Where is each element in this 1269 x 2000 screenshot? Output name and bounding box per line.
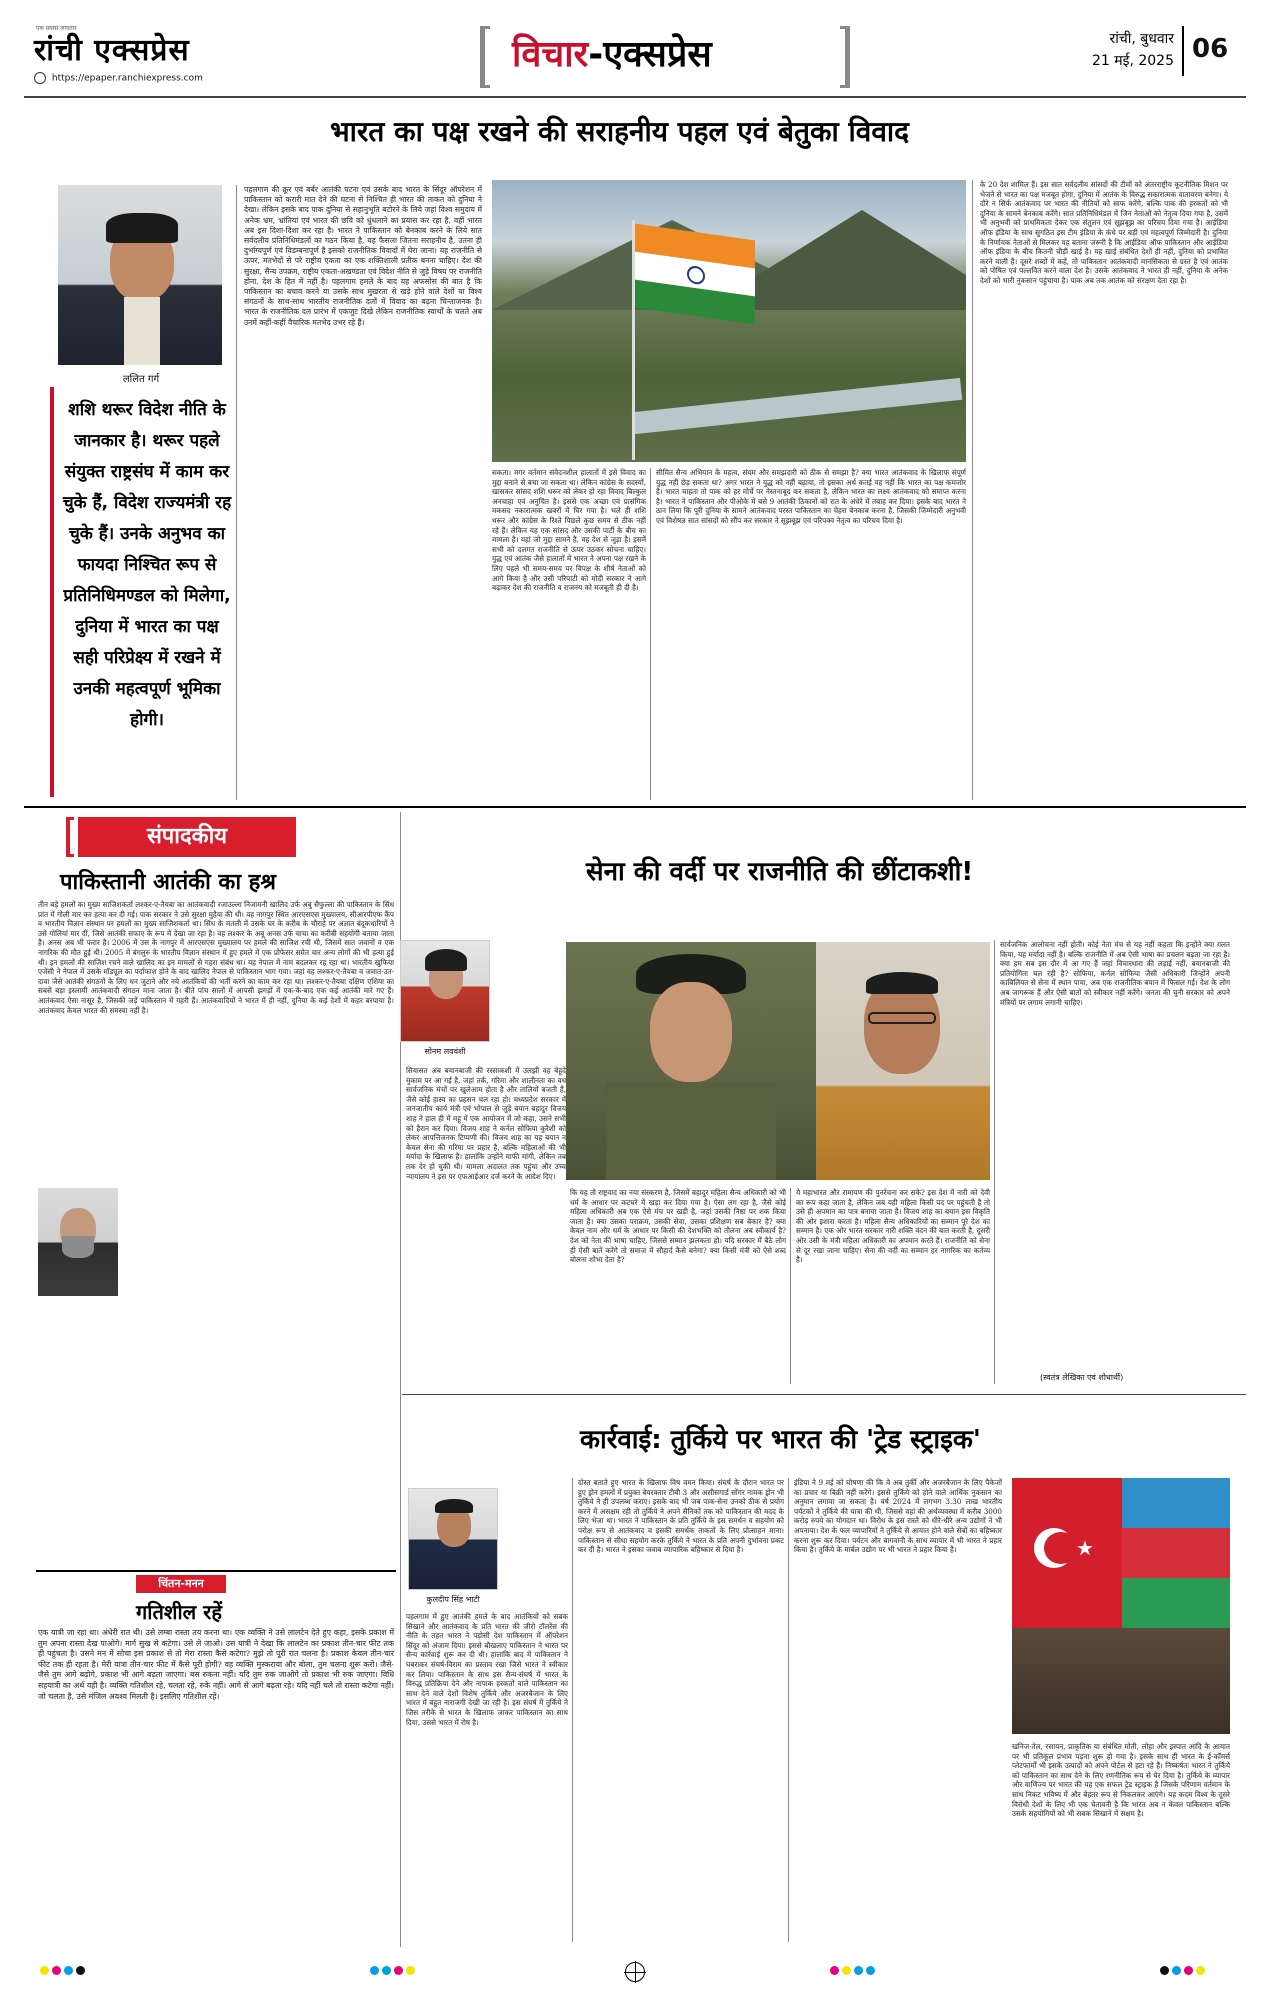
lead-divider-2 — [650, 468, 651, 800]
city-day: रांची, बुधवार — [1109, 31, 1174, 47]
turkey-divider-1 — [572, 1478, 573, 1942]
editorial-body: तीन बड़े हमलों का मुख्य साजिशकर्ता लश्कर-ए-तैयबा का आतंकवादी रजाउल्ला निजामनी खालिद उर्फ अबु सैफुल्ला की पाकिस्तान के सिंध प्रांत में गोली मार कर हत्या कर दी गई। पाक सरकार ने उसे सुरक्षा मुहैया की थी। वह नागपुर स्थित आरएसएस मुख्यालय, सीआरपीएफ कैंप व भारतीय विज्ञान संस्थान पर हमलों का मुख्य साजिशकर्ता था। सिंध के मतली में उसके घर के करीब के चौराहे पर अज्ञात बंदूकधारियों ने उसे गोलियां मार दीं, जिसे आतंकी सफाए के रूप में देखा जा रहा है। वह लश्कर के अबू अनस उर्फ चाचा का करीबी सहयोगी बताया जाता है। अनस अब भी फरार है। 2006 में उस के नागपुर में आरएसएस मुख्यालय पर हमले की साजिश रची थी, जिसमें सात जवानों व एक नागरिक की मौत हुई थी। 2005 में बंगलुरु के भारतीय विज्ञान संस्थान में हुए हमले में एक प्रोफेसर समेत चार अन्य लोगों की भी हत्या हुई थी। इन हमलों की साजिश रचने वाले खालिद का इन मामलों से गहरा संबंध था। यह नेपाल में नाम बदलकर रह रहा था। भारतीय खुफिया एजेंसी ने नेपाल में उसके मॉड्यूल का पर्दाफाश होने के बाद खालिद नेपाल से पाकिस्तान भाग गया। जहां वह लश्कर-ए-तैयबा व जमात-उत-दावा जैसे आतंकी संगठनों के लिए धन जुटाने और नये आतंकियों की भर्ती करने का काम कर रहा था। लश्कर-ए-तैयबा दक्षिण एशिया का सबसे बड़ा इस्लामी आतंकवादी संगठन माना जाता है। बीते पांच सालों में आपसी झगड़ों में एक-के-बाद एक कई आतंकी मारे गए हैं। आतंकवाद ऐसा नासूर है, जिसकी जड़ें पाकिस्तान में गहरी हैं। आतंकवादियों ने भारत में ही नहीं, दुनिया के कई देशों में कहर बरपाया है। आतंकवाद केवल भारत की समस्या नहीं है। — [38, 900, 394, 1015]
sena-column-4: सार्वजनिक आलोचना नहीं होती। कोई नेता मंच से यह नहीं कहता कि इन्होंने क्या गलत किया, यह मर्यादा नहीं है। बल्कि राजनीति में अब ऐसी भाषा का प्रचलन बढ़ता जा रहा है। क्या हम सब इस दौर में आ गए हैं जहां विचारधारा की लड़ाई नहीं, बयानबाजी की प्रतियोगिता चल रही है? सोफिया, कर्नल सोफिया जैसी अधिकारी जिन्होंने अपनी काबिलियत से सेना में स्थान पाया, अब एक राजनीतिक बयान में फिसल गई। देश के लोग अब जागरूक हैं और ऐसी बातों को स्वीकार नहीं करेंगे। जनता की चुनी सरकार को अपने मंत्रियों पर लगाम लगानी चाहिए। — [1000, 940, 1230, 1007]
sena-column-1: सियासत अब बयानबाजी की रस्साकशी में उलझी वह बेहूदे मुकाम पर आ गई है, जहां तर्क, गरिमा और शालीनता का वध सार्वजनिक मंचों पर खुलेआम होता है और तालियों बजती हैं, जैसे कोई हास्य का प्रहसन चल रहा हो। मध्यप्रदेश सरकार में जनजातीय कार्य मंत्री एवं भोपाल से जुड़े बयान बहादुर विजय शाह ने हाल ही में महू में एक आयोजन में जो कहा, उसने सभी को हैरान कर दिया। विजय शाह ने कर्नल सोफिया कुरैशी को लेकर आपत्तिजनक टिप्पणी की। विजय शाह का यह बयान न केवल सेना की गरिमा पर प्रहार है, बल्कि महिलाओं की भी मर्यादा के खिलाफ है। हालांकि उन्होंने माफी मांगी, लेकिन तब तक देर हो चुकी थी। मामला अदालत तक पहुंचा और उच्च न्यायालय ने इस पर एफआईआर दर्ज करने के आदेश दिए। — [406, 1066, 566, 1181]
crowd — [1012, 1628, 1230, 1734]
chintan-label: चिंतन-मनन — [158, 1577, 204, 1590]
lead-author-panel — [50, 185, 232, 800]
turkey-divider-2 — [788, 1478, 789, 1942]
footer-color-strip-right — [1160, 1966, 1240, 1978]
pullquote-bar — [50, 387, 54, 797]
indian-flag — [635, 224, 755, 325]
page-number-box — [1182, 26, 1240, 76]
epaper-url-text: https://epaper.ranchiexpress.com — [51, 73, 203, 84]
masthead-rule — [24, 96, 1246, 98]
turkey-author-name: कुलदीप सिंह भाटी — [426, 1595, 480, 1604]
epaper-url[interactable] — [34, 72, 203, 84]
sena-author-name: सोनम लववंशी — [424, 1047, 466, 1056]
lead-divider-1 — [236, 185, 237, 800]
footer-color-strip-mid-left — [370, 1966, 450, 1978]
lead-headline: भारत का पक्ष रखने की सराहनीय पहल एवं बेतुका विवाद — [330, 115, 910, 148]
paper-tagline: एक प्रयास लगातार — [36, 25, 77, 32]
masthead — [24, 22, 1246, 92]
globe-icon — [34, 72, 46, 84]
dateline — [1024, 28, 1174, 72]
lead-pullquote: शशि थरूर विदेश नीति के जानकार है। थरूर पहले संयुक्त राष्ट्रसंघ में काम कर चुके हैं, विदेश राज्यमंत्री रह चुके हैं। उनके अनुभव का फायदा निश्चित रूप से प्रतिनिधिमण्डल को मिलेगा, दुनिया में भारत का पक्ष सही परिप्रेक्ष्य में रखने में उनकी महत्वपूर्ण भूमिका होगी। — [62, 400, 232, 730]
editorial-label: संपादकीय — [146, 824, 228, 849]
lead-flag-photo — [492, 180, 966, 462]
author-hair — [106, 213, 178, 243]
lead-author-name: ललित गर्ग — [122, 374, 160, 385]
lead-author-photo — [58, 185, 222, 365]
editorial-label-band — [78, 817, 296, 857]
chintan-top-rule — [36, 1570, 396, 1572]
lead-bottom-rule — [24, 806, 1246, 808]
inset-beard — [62, 1236, 94, 1258]
turkey-headline: कार्रवाई: तुर्किये पर भारत की 'ट्रेड स्ट्राइक' — [580, 1425, 981, 1455]
turkey-crescent-cut — [1044, 1532, 1078, 1564]
lead-divider-3 — [972, 180, 973, 800]
editorial-headline: पाकिस्तानी आतंकी का हश्र — [60, 870, 276, 895]
section-bracket-left — [480, 26, 490, 88]
turkey-flags-photo — [1012, 1478, 1230, 1734]
officer-face — [650, 982, 732, 1082]
chintan-body: एक यात्री जा रहा था। अंधेरी रात थी। उसे लम्बा रास्ता तय करना था। एक व्यक्ति ने उसे लालटेन देते हुए कहा, इसके प्रकाश में तुम अपना रास्ता देख पाओगे। मार्ग सुख से कटेगा। उसे ले जाओ। उस यात्री ने देखा कि लालटेन का प्रकाश तीन-चार फीट तक ही पहुंचता है। उसने मन में सोचा इस प्रकाश से तो मेरा रास्ता कैसे कटेगा? मुझे तो पूरी रात चलना है। प्रकाश केवल तीन-चार फीट तक ही रहता है। मेरी यात्रा तीन-चार फीट में कैसे पूरी होगी? वह व्यक्ति मुस्कराया और बोला, तुम चलना शुरू करो। जैसे-जैसे तुम आगे बढ़ोगे, प्रकाश भी आगे बढ़ता जाएगा। बस रुकना नहीं। यदि तुम रुक जाओगे तो प्रकाश भी रुक जाएगा। विधि सहयात्री का अर्थ यही है। व्यक्ति गतिशील रहे, चलता रहे, रुके नहीं। आगे से आगे बढ़ता रहे। यदि नहीं चले तो रास्ता कटेगा नहीं। जो चलता है, उसे मंजिल अवश्य मिलती है। इसलिए गतिशील रहें। — [38, 1628, 394, 1701]
lead-column-4: के 20 देश शामिल हैं। इस सात सर्वदलीय सांसदों की टीमों को अंतरराष्ट्रीय कूटनीतिक मिशन पर भेजने से भारत का पक्ष मजबूत होगा, दुनिया में आतंक के विरुद्ध सकारात्मक वातावरण बनेगा। ये दौरे न सिर्फ आतंकवाद पर भारत की नीतियों को साफ करेंगे, बल्कि पाक की हरकतों को भी दुनिया के सामने बेनकाब करेंगे। सात प्रतिनिधिमंडल में जिन नेताओं को नेतृत्व दिया गया है, उसमें भी अनुभवी को प्राथमिकता देकर एक संतुलन एवं सूझबूझ का परिचय दिया गया है। आईडिया ऑफ इंडिया के साथ सुगठित इस टीम इंडिया के कंधे पर बड़ी एवं महत्वपूर्ण जिम्मेदारी है। दुनिया के निर्णायक नेताओं से मिलकर यह बताना जरूरी है कि आईडिया ऑफ पाकिस्तान और आईडिया ऑफ इंडिया के बीच कितनी चौड़ी खाई है। यह खाई संबंधित देशों ही नहीं, दुनिया को प्रभावित करने वाली है। दूसरे शब्दों में कहें, तो पाकिस्तान आतंकवादी मानसिकता से ग्रस्त है एवं आतंक को पोषित एवं पल्लवित करने वाला देश है। उसके आतंकवाद ने भारत ही नहीं, दुनिया के अनेक देशों को भारी नुकसान पहुंचाया है। पाक अब तक आतंक को संरक्षण देता रहा है। — [980, 180, 1228, 285]
officer-uniform — [606, 1082, 776, 1180]
sena-minister-photo — [816, 942, 990, 1180]
sena-column-3: ये महाभारत और रामायण की पुनर्रचना कर सके? इस देश में नारी को देवी का रूप कहा जाता है, लेकिन जब यही महिला किसी पद पर पहुंचती है तो उसे ही अपमान का पात्र बनाया जाता है। विजय शाह का बयान इस विकृति की ओर इशारा करता है। महिला सैन्य अधिकारियों का सम्मान पूरे देश का सम्मान है। एक ओर भारत सरकार नारी शक्ति वंदन की बात करती है, दूसरी ओर उसी के मंत्री महिला अधिकारी का अपमान करते हैं। राजनीति को सेना से दूर रखा जाना चाहिए। सेना की वर्दी का सम्मान हर नागरिक का कर्तव्य है। — [796, 1188, 990, 1265]
minister-glasses — [868, 1012, 936, 1024]
editorial-inset-photo — [38, 1188, 118, 1296]
lead-column-1: पहलगाम की क्रूर एवं बर्बर आतंकी घटना एवं उसके बाद भारत के सिंदूर ऑपरेशन में पाकिस्तान को करारी मात देने की घटना से निश्चित ही भारत की ताकत को दुनिया ने देखा। लेकिन इसके बाद पाक दुनिया से सहानुभूति बटोरने के लिये जहां विश्व समुदाय में अनेक भ्रम, भ्रांतियां एवं भारत की छवि को धुंधलाने का प्रयास कर रहा है, वहीं भारत अब इस दिशा-दिशा कर रहा है। भारत ने पाकिस्तान को बेनकाब करने के लिये सात सर्वदलीय प्रतिनिधिमंडलों का गठन किया है, यह फैसला जितना सराहनीय है, उतना ही दुर्भाग्यपूर्ण एवं विडम्बनापूर्ण है इसको राजनीतिक विवादों में घेरा जाना। यह राजनीति से ऊपर, मतभेदों से परे राष्ट्रीय एकता का एक शक्तिशाली प्रतीक बनना चाहिए। देश की सुरक्षा, सैन्य उपक्रम, राष्ट्रीय एकता-अखण्डता एवं विदेश नीति से जुड़े विषय पर राजनीति होना, देश के हित में नहीं है। पहलगाम हमले के बाद यह अफसोस की बात है कि पाकिस्तान का बचाव करने या उसके साथ मुखरता से खड़े होने वाले देशों या विश्व संगठनों के साथ-साथ भारतीय राजनीतिक दलों में विवाद का बढ़ना चिन्ताजनक है। भारत के राजनीतिक दल प्रारंभ में एकजुट दिखे लेकिन राजनीतिक स्वार्थों के चलते अब उनमें कहीं-कहीं वैचारिक मतभेद उभर रहे हैं। — [244, 185, 482, 327]
turkey-star: ★ — [1076, 1536, 1094, 1560]
lead-column-2: सकता। मगर वर्तमान संवेदनशील हालातों में इसे विवाद का मुद्दा बनाने से बचा जा सकता था। लेकिन कांग्रेस के सदस्यों, खासकर सांसद शशि थरूर को लेकर हो रहा विवाद बिल्कुल अनचाहा एवं अनुचित है। इससे एक अच्छा एवं प्रासंगिक मकसद नकारात्मक खबरों में घिर गया है। भले ही शशि थरूर और कांग्रेस के रिश्ते पिछले कुछ समय से ठीक नहीं रहे हैं। लेकिन यह एक सांसद और उसकी पार्टी के बीच का मामला है। यहां जो मुद्दा सामने है, वह देश से जुड़ा है। इसमें सभी को दलगत राजनीति से ऊपर उठकर सोचना चाहिए। युद्ध एवं आतंक जैसे हालातों में भारत ने अपना पक्ष रखने के लिए पहले भी समय-समय पर विपक्ष के शीर्ष नेताओं को आगे किया है और उसी परिपाटी को मोदी सरकार ने आगे बढ़ाकर देश की राजनीति व राजनय को मजबूती ही दी है। — [492, 468, 646, 593]
turkey-column-4: खनिज-तेल, रसायन, प्राकृतिक या संबंधित मोती, लोहा और इस्पात आदि के आयात पर भी प्रतिकूल प्रभाव पड़ना शुरू हो गया है। इसके साथ ही भारत के ई-कॉमर्स प्लेटफार्मों भी इसके उत्पादों को अपने पोर्टल से हटा रहे हैं। निष्कर्षतः भारत ने तुर्किये को पाकिस्तान का साथ देने के लिए रणनीतिक रूप से घेर दिया है। तुर्किये के व्यापार और वाणिज्य पर भारत की यह एक सफल ट्रेड स्ट्राइक है जिसके परिणाम वर्तमान के साथ निकट भविष्य में और बेहतर रूप से निकलकर आएंगे। यह कदम विश्व के दूसरे विरोधी देशों के लिए भी एक चेतावनी है कि भारत अब न केवल पाकिस्तान बल्कि उसके सहयोगियों को भी सबक सिखाने में सक्षम है। — [1012, 1742, 1230, 1819]
footer-color-strip-left — [40, 1966, 120, 1978]
turkey-column-2: दोस्त बताते हुए भारत के खिलाफ विष वमन किया। संघर्ष के दौरान भारत पर हुए ड्रोन हमलों में प्रयुक्त बेयरक्तार टीबी 3 और असीसगार्ड सोंगर नामक ड्रोन भी तुर्किये ने ही उपलब्ध कराए। इसके बाद भी जब पाक-सेना उनको ठीक से प्रयोग करने में असक्षम रही तो तुर्किये ने अपने सैनिकों तक को पाकिस्तान की मदद के लिए भेजा था। भारत ने पाकिस्तान के प्रति तुर्किये के इस समर्थन व सहयोग को परोक्ष रूप से आतंकवाद व इसकी समर्थक ताकतों के लिए प्रोत्साहन माना। पाकिस्तान से सीधा सहयोग करके तुर्किये ने भारत के प्रति अपनी दुर्भावना प्रकट कर दी है। भारत ने इसका जवाब व्यापारिक बहिष्कार से दिया है। — [578, 1478, 784, 1555]
turkey-author-photo — [408, 1488, 498, 1590]
section-title-vichar: विचार — [512, 34, 589, 75]
section-bracket-right — [840, 26, 850, 88]
lead-column-3: सीमित सैन्य अभियान के महत्व, संयम और समझदारी को ठीक से समझा है? क्या भारत आतंकवाद के खिलाफ संपूर्ण युद्ध नहीं छेड़ सकता था? अगर भारत ने युद्ध को नहीं बढ़ाया, तो इसका अर्थ कतई यह नहीं कि भारत का पक्ष कमजोर है। भारत चाहता तो पाक को हर मोर्चे पर नेस्तनाबूद कर सकता है, लेकिन भारत का लक्ष्य आतंकवाद को समाप्त करना है। भारत ने पाकिस्तान और पीओके में बसे 9 आतंकी ठिकानों को रात के अंधेरे में तबाह कर दिया। इसके बाद भारत ने ठान लिया कि पूरी दुनिया के सामने आतंकवाद परस्त पाकिस्तान का चेहरा बेनकाब करना है, जिसकी जिम्मेदारी अनुभवी एवं विशेषज्ञ सात सांसदों को सौंप कर सरकार ने सूझबूझ एवं परिपक्व नेतृत्व का परिचय दिया है। — [656, 468, 966, 525]
sena-author-hair — [425, 949, 467, 971]
section-title-express: -एक्सप्रेस — [588, 34, 712, 75]
turkey-author-hair — [435, 1499, 473, 1513]
sena-column-2: कि यह तो राष्ट्रवाद का नया संस्करण है, जिसमें बहादुर महिला सैन्य अधिकारी को भी धर्म के आधार पर कटघरे में खड़ा कर दिया गया है। ऐसा लग रहा है, जैसे कोई महिला अधिकारी अब एक ऐसे मंच पर खड़ी है, जहां उसकी निष्ठा पर शक किया जाता है। क्या उसका पराक्रम, उसकी सेवा, उसका प्रशिक्षण सब बेकार है? क्या केवल नाम और धर्म के आधार पर किसी की देशभक्ति को तौलना अब स्वीकार्य है? देश को नेता की भाषा चाहिए, जिससे सम्मान झलकता हो। यदि सरकार में बैठे लोग ही ऐसी बातें करेंगे तो समाज में सौहार्द कैसे बनेगा? क्या किसी मंत्री को ऐसे शब्द बोलना शोभा देता है? — [570, 1188, 786, 1265]
sena-divider-2 — [790, 1188, 791, 1384]
turkey-flag — [1012, 1478, 1122, 1628]
turkey-column-1: पहलगाम में हुए आतंकी हमले के बाद आतंकियों को सबक सिखाने और आतंकवाद के प्रति भारत की जीरो टॉलरेंस की नीति के तहत भारत ने पड़ोसी देश पाकिस्तान में ऑपरेशन सिंदूर को अंजाम दिया। इससे बौखलाए पाकिस्तान ने भारत पर सैन्य कार्रवाई शुरू कर दी थी। हालांकि बाद में पाकिस्तान ने घबराकर संघर्ष-विराम का प्रस्ताव रखा जिसे भारत ने स्वीकार कर लिया। पाकिस्तान के साथ इस सैन्य-संघर्ष में भारत के विरुद्ध प्रतिक्रिया देने और नापाक हरकतों वाले पाकिस्तान का साथ देने वाले देशों विशेष तुर्किये और अजरबैजान के लिए भारत में बहुत नाराजगी देखी जा रही है। इस संघर्ष में तुर्किये ने जिस तरीके से भारत के खिलाफ जाकर पाकिस्तान का साथ दिया, उससे भारत में रोष है। — [406, 1612, 568, 1727]
paper-name: रांची एक्सप्रेस — [34, 33, 190, 68]
river — [632, 378, 962, 434]
sena-officer-photo — [566, 942, 816, 1180]
sena-bottom-rule — [402, 1394, 1246, 1395]
editorial-band-notch — [66, 817, 74, 857]
sena-headline: सेना की वर्दी पर राजनीति की छींटाकशी! — [586, 857, 974, 887]
sena-author-photo — [400, 940, 490, 1042]
sena-divider-3 — [994, 940, 995, 1384]
section-title — [512, 28, 712, 77]
minister-hair — [866, 972, 938, 994]
turkey-column-3: इंडिया ने 9 मई को घोषणा की कि वे अब तुर्की और अजरबैजान के लिए पैकेजों का प्रचार या बिक्री नहीं करेंगे। इससे तुर्किये को होने वाले आर्थिक नुकसान का अनुमान लगाया जा सकता है। वर्ष 2024 में लगभग 3.30 लाख भारतीय पर्यटकों ने तुर्किये की यात्रा की थी, जिससे वहां की अर्थव्यवस्था में करीब 3000 करोड़ रुपये का योगदान था। विरोध के इस रास्ते को धीरे-धीरे अन्य उद्योगों ने भी अपनाया। देश के फल व्यापारियों ने तुर्किये से आयात होने वाले सेबों का बहिष्कार करना शुरू कर दिया। पर्यटन और बागवानी के साथ व्यापार में भी भारत ने प्रहार किया है। तुर्किये के मार्बल उद्योग पर भी भारत ने प्रहार किया है। — [794, 1478, 1002, 1555]
chintan-label-box — [136, 1575, 226, 1593]
azerbaijan-flag — [1122, 1478, 1230, 1628]
footer-color-strip-mid-right — [830, 1966, 910, 1978]
crosshair-registration-icon — [625, 1962, 645, 1982]
author-shirt — [124, 297, 160, 365]
sena-footer-credit: (स्वतंत्र लेखिका एवं शोधार्थी) — [1040, 1373, 1124, 1382]
issue-date: 21 मई, 2025 — [1091, 53, 1174, 69]
page-number: 06 — [1192, 34, 1229, 64]
chintan-headline: गतिशील रहें — [136, 1600, 222, 1624]
